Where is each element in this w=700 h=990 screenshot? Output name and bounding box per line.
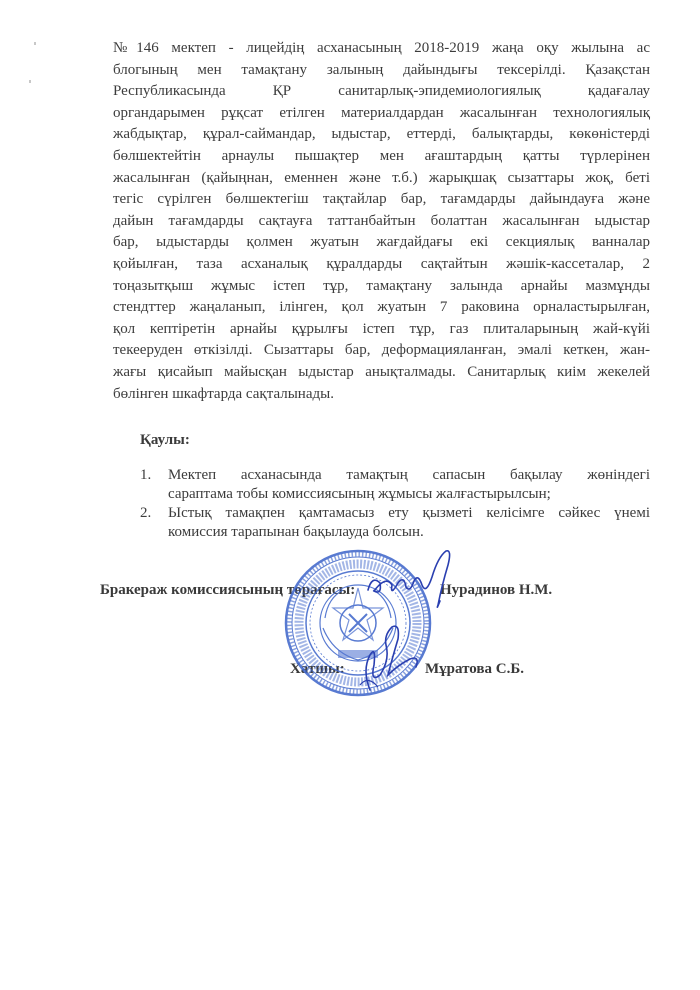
decision-item: [140, 504, 650, 542]
decision-line: Ыстық тамақпен қамтамасыз ету қызметі келісімге сәйкес үнемі: [168, 505, 650, 521]
paragraph-line: жасалынған (қайыңнан, еменнен және т.б.) жарықшақ сызаттары жоқ, беті: [113, 169, 650, 186]
paragraph-line: жабдықтар, құрал-саймандар, ыдыстар, еттерді, балықтарды, көкөністерді: [113, 126, 650, 143]
secretary-title: Хатшы:: [290, 661, 345, 677]
paragraph-line: қол кептіретін арнайы құрылғы істеп тұр, газ плиталарының жай-күйі: [113, 320, 650, 337]
decision-heading: Қаулы:: [140, 432, 190, 448]
chair-title: Бракераж комиссиясының төрағасы:: [100, 582, 356, 598]
decision-item: [140, 466, 650, 504]
scan-speck: [34, 42, 36, 45]
decision-line: сараптама тобы комиссиясының жұмысы жалғастырылсын;: [168, 486, 551, 502]
paragraph-line: жағы қисайып майысқан ыдыстар анықталмады. Санитарлық киім жекелей: [113, 363, 650, 380]
official-stamp: [283, 548, 433, 698]
decision-number: 2.: [140, 505, 152, 521]
paragraph-line: қойылған, таза асханалық құралдарды сақтайтын жәшік-кассеталар, 2: [113, 255, 650, 272]
paragraph-line: блогының мен тамақтану залының дайындығы тексерілді. Қазақстан: [113, 61, 650, 78]
paragraph-line: дайын тағамдарды сақтауға таттанбайтын болаттан жасалынған ыдыстар: [113, 212, 650, 229]
scan-speck: [29, 80, 31, 83]
decision-line: комиссия тарапынан бақылауда болсын.: [168, 524, 424, 540]
paragraph-line: бөлінген шкафтарда сақталынады.: [113, 385, 334, 402]
chair-name: Нурадинов Н.М.: [440, 582, 553, 598]
decision-line: Мектеп асханасында тамақтың сапасын бақылау жөніндегі: [168, 467, 650, 483]
paragraph-line: стендттер жаңаланып, ілінген, қол жуатын 7 раковина орналастырылған,: [113, 299, 650, 316]
paragraph-line: бар, ыдыстарды қолмен жуатын жағдайдағы екі секциялық ванналар: [113, 234, 650, 251]
main-paragraph: [113, 38, 650, 405]
paragraph-line: тоңазытқыш жұмыс істеп тұр, тамақтану залында арнайы мазмұнды: [113, 277, 650, 294]
paragraph-line: бөлшектейтін арнаулы пышақтер мен ағаштардың қатты түрлерінен: [113, 147, 650, 164]
paragraph-line: органдарымен рұқсат етілген материалдардан жасалынған технологиялық: [113, 104, 650, 121]
decision-list: [140, 466, 650, 542]
paragraph-line: текееруден өткізілді. Сызаттары бар, деформацияланған, эмалі кеткен, жан-: [113, 342, 650, 359]
paragraph-line: Республикасында ҚР санитарлық-эпидемиологиялық қадағалау: [113, 83, 650, 100]
paragraph-line: тегіс сүрілген бөлшектегіш тақтайлар бар, тағамдарды дайындауға және: [113, 191, 650, 208]
decision-number: 1.: [140, 467, 152, 483]
secretary-name: Мұратова С.Б.: [425, 661, 525, 677]
paragraph-line: №146 мектеп - лицейдің асханасының 2018-2019 жаңа оқу жылына ас: [113, 40, 650, 56]
